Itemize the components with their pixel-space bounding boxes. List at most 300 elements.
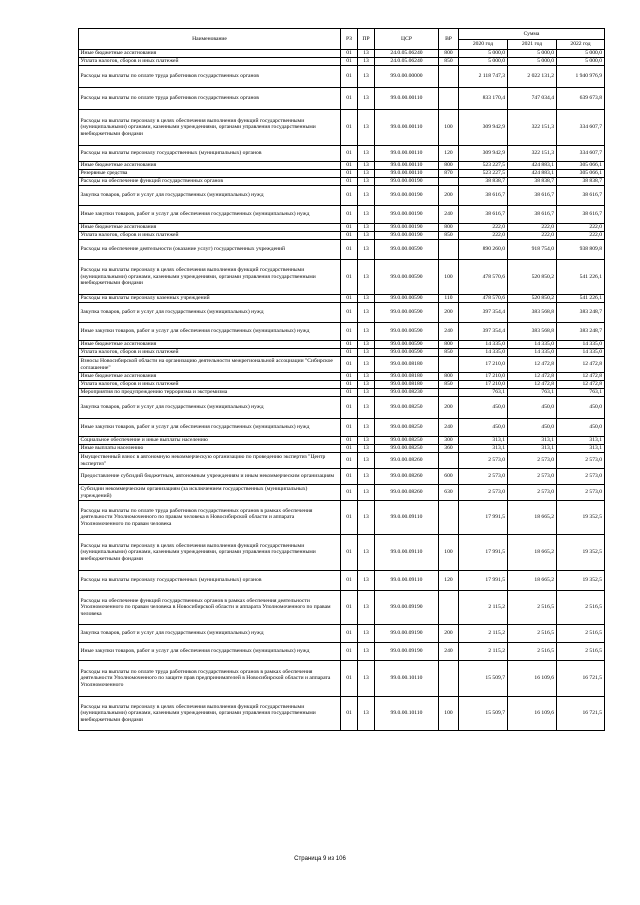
- table-cell-2020: 222,0: [459, 232, 508, 240]
- table-cell-vr: [439, 66, 459, 88]
- table-cell-rz: 01: [341, 697, 358, 731]
- table-cell-2022: 38 838,7: [557, 178, 605, 186]
- table-cell-vr: 200: [439, 625, 459, 643]
- table-row: [79, 485, 605, 501]
- table-cell-2021: 424 883,1: [508, 162, 557, 170]
- table-cell-vr: 800: [439, 162, 459, 170]
- header-csr: ЦСР: [375, 29, 439, 50]
- table-row: [79, 397, 605, 419]
- table-cell-csr: 99.0.00.00190: [375, 224, 439, 232]
- table-cell-csr: 99.0.00.00000: [375, 66, 439, 88]
- table-cell-pr: 13: [358, 162, 375, 170]
- table-cell-2021: 2 516,5: [508, 625, 557, 643]
- table-cell-csr: 99.0.00.00190: [375, 206, 439, 224]
- table-cell-csr: 99.0.00.00110: [375, 162, 439, 170]
- table-cell-csr: 99.0.00.00110: [375, 170, 439, 178]
- table-cell-rz: 01: [341, 349, 358, 357]
- table-row: [79, 66, 605, 88]
- table-cell-vr: [439, 501, 459, 535]
- table-body: [79, 50, 605, 731]
- table-cell-2022: 313,1: [557, 437, 605, 445]
- table-cell-2020: 833 170,4: [459, 88, 508, 110]
- header-name: Наименование: [79, 29, 341, 50]
- table-cell-pr: 13: [358, 437, 375, 445]
- table-cell-pr: 13: [358, 357, 375, 373]
- table-cell-rz: 01: [341, 224, 358, 232]
- table-cell-2021: 2 573,0: [508, 453, 557, 469]
- table-cell-2021: 14 335,0: [508, 349, 557, 357]
- table-cell-vr: 300: [439, 437, 459, 445]
- table-cell-2022: 305 066,1: [557, 170, 605, 178]
- table-cell-2021: 5 000,0: [508, 50, 557, 58]
- table-cell-pr: 13: [358, 260, 375, 295]
- table-cell-2020: 17 991,5: [459, 501, 508, 535]
- table-cell-name: Расходы на выплаты по оплате труда работников государственных органов в рамках обеспечения деятельности Уполномоченного по правам человека в Новосибирской области и аппарата Уполномоченного по правам человека: [79, 501, 341, 535]
- table-cell-2021: 2 022 131,2: [508, 66, 557, 88]
- table-cell-2022: 334 607,7: [557, 110, 605, 146]
- table-row: [79, 643, 605, 661]
- table-cell-name: Уплата налогов, сборов и иных платежей: [79, 349, 341, 357]
- table-cell-2021: 16 109,6: [508, 697, 557, 731]
- table-cell-2021: 38 616,7: [508, 206, 557, 224]
- table-row: [79, 453, 605, 469]
- table-cell-2021: 5 000,0: [508, 58, 557, 66]
- table-cell-pr: 13: [358, 349, 375, 357]
- table-cell-name: Уплата налогов, сборов и иных платежей: [79, 381, 341, 389]
- table-cell-rz: 01: [341, 381, 358, 389]
- table-cell-name: Расходы на выплаты по оплате труда работников государственных органов: [79, 66, 341, 88]
- table-cell-csr: 99.0.00.00590: [375, 260, 439, 295]
- table-cell-csr: 99.0.00.09110: [375, 535, 439, 571]
- table-cell-2021: 18 665,2: [508, 501, 557, 535]
- table-cell-2021: 12 472,8: [508, 381, 557, 389]
- table-cell-2022: 639 673,8: [557, 88, 605, 110]
- table-cell-rz: 01: [341, 535, 358, 571]
- table-cell-rz: 01: [341, 232, 358, 240]
- table-cell-pr: 13: [358, 397, 375, 419]
- table-cell-name: Социальное обеспечение и иные выплаты населению: [79, 437, 341, 445]
- table-cell-csr: 99.0.00.00190: [375, 178, 439, 186]
- table-cell-pr: 13: [358, 232, 375, 240]
- table-cell-csr: 99.0.00.00590: [375, 303, 439, 323]
- table-cell-2021: 38 838,7: [508, 178, 557, 186]
- table-cell-2021: 38 616,7: [508, 186, 557, 206]
- table-cell-pr: 13: [358, 58, 375, 66]
- table-cell-name: Иные бюджетные ассигнования: [79, 162, 341, 170]
- table-cell-vr: [439, 453, 459, 469]
- table-cell-vr: 240: [439, 419, 459, 437]
- table-cell-2020: 17 210,0: [459, 381, 508, 389]
- table-cell-name: Уплата налогов, сборов и иных платежей: [79, 58, 341, 66]
- page-footer: Страница 9 из 106: [294, 856, 346, 862]
- table-cell-2020: 17 210,0: [459, 373, 508, 381]
- table-cell-2021: 763,1: [508, 389, 557, 397]
- table-cell-rz: 01: [341, 162, 358, 170]
- table-cell-name: Расходы на обеспечение функций государственных органов в рамках обеспечения деятельности Уполномоченного по правам человека в Новосибирской области и аппарата Уполномоченного по правам человека: [79, 591, 341, 625]
- table-cell-2020: 38 616,7: [459, 206, 508, 224]
- table-cell-pr: 13: [358, 625, 375, 643]
- table-cell-2022: 541 226,1: [557, 295, 605, 303]
- table-cell-2022: 38 616,7: [557, 206, 605, 224]
- table-cell-2022: 763,1: [557, 389, 605, 397]
- table-cell-pr: 13: [358, 389, 375, 397]
- table-cell-name: Иные закупки товаров, работ и услуг для обеспечения государственных (муниципальных) нужд: [79, 643, 341, 661]
- table-cell-vr: [439, 357, 459, 373]
- table-row: [79, 178, 605, 186]
- table-cell-csr: 99.0.00.08250: [375, 419, 439, 437]
- table-cell-csr: 99.0.00.08250: [375, 445, 439, 453]
- table-cell-2021: 918 754,0: [508, 240, 557, 260]
- table-cell-pr: 13: [358, 469, 375, 485]
- table-cell-name: Иные бюджетные ассигнования: [79, 373, 341, 381]
- table-cell-rz: 01: [341, 58, 358, 66]
- table-cell-name: Расходы на выплаты персоналу государственных (муниципальных) органов: [79, 571, 341, 591]
- table-cell-pr: 13: [358, 50, 375, 58]
- table-cell-vr: [439, 178, 459, 186]
- table-cell-name: Закупка товаров, работ и услуг для государственных (муниципальных) нужд: [79, 186, 341, 206]
- table-cell-2020: 17 991,5: [459, 535, 508, 571]
- table-row: [79, 186, 605, 206]
- table-cell-vr: [439, 240, 459, 260]
- table-row: [79, 349, 605, 357]
- table-row: [79, 571, 605, 591]
- table-cell-rz: 01: [341, 323, 358, 341]
- table-cell-pr: 13: [358, 303, 375, 323]
- table-cell-2021: 2 516,5: [508, 591, 557, 625]
- table-cell-2021: 14 335,0: [508, 341, 557, 349]
- table-cell-rz: 01: [341, 50, 358, 58]
- table-cell-name: Расходы на обеспечение функций государственных органов: [79, 178, 341, 186]
- table-cell-vr: 120: [439, 146, 459, 162]
- table-row: [79, 625, 605, 643]
- table-cell-2022: 16 721,5: [557, 697, 605, 731]
- table-cell-name: Расходы на выплаты персоналу в целях обеспечения выполнения функций государственными (муниципальными) органами, казенными учреждениями, органами управления государственными внебюджетными фондами: [79, 260, 341, 295]
- table-row: [79, 445, 605, 453]
- table-cell-2020: 17 210,0: [459, 357, 508, 373]
- table-row: [79, 58, 605, 66]
- table-cell-2020: 763,1: [459, 389, 508, 397]
- table-cell-vr: 240: [439, 323, 459, 341]
- table-cell-pr: 13: [358, 178, 375, 186]
- table-cell-name: Расходы на обеспечение деятельности (оказание услуг) государственных учреждений: [79, 240, 341, 260]
- table-cell-2021: 520 850,2: [508, 295, 557, 303]
- table-cell-csr: 99.0.00.00190: [375, 232, 439, 240]
- table-cell-2021: 2 573,0: [508, 485, 557, 501]
- table-row: [79, 381, 605, 389]
- table-cell-pr: 13: [358, 240, 375, 260]
- table-cell-pr: 13: [358, 186, 375, 206]
- table-row: [79, 437, 605, 445]
- table-cell-csr: 99.0.00.08180: [375, 357, 439, 373]
- table-row: [79, 591, 605, 625]
- table-cell-2021: 322 151,3: [508, 110, 557, 146]
- table-cell-2021: 222,0: [508, 232, 557, 240]
- table-cell-2022: 19 352,5: [557, 501, 605, 535]
- table-cell-2021: 747 034,4: [508, 88, 557, 110]
- table-cell-2021: 450,0: [508, 419, 557, 437]
- table-cell-pr: 13: [358, 170, 375, 178]
- table-cell-2022: 541 226,1: [557, 260, 605, 295]
- table-cell-rz: 01: [341, 661, 358, 697]
- table-cell-name: Предоставление субсидий бюджетным, автономным учреждениям и иным некоммерческим организациям: [79, 469, 341, 485]
- table-cell-2022: 450,0: [557, 419, 605, 437]
- table-cell-rz: 01: [341, 373, 358, 381]
- table-row: [79, 323, 605, 341]
- table-row: [79, 50, 605, 58]
- table-cell-csr: 99.0.00.08260: [375, 469, 439, 485]
- table-cell-csr: 99.0.00.09190: [375, 591, 439, 625]
- table-cell-name: Взносы Новосибирской области на организацию деятельности межрегиональной ассоциации "Сибирское соглашение": [79, 357, 341, 373]
- table-cell-rz: 01: [341, 591, 358, 625]
- header-sum: Сумма: [459, 29, 605, 40]
- table-cell-2022: 383 248,7: [557, 323, 605, 341]
- table-cell-2020: 309 942,9: [459, 146, 508, 162]
- table-cell-csr: 99.0.00.00110: [375, 146, 439, 162]
- table-cell-pr: 13: [358, 381, 375, 389]
- table-cell-2021: 520 850,2: [508, 260, 557, 295]
- table-cell-name: Иные закупки товаров, работ и услуг для обеспечения государственных (муниципальных) нужд: [79, 419, 341, 437]
- table-cell-csr: 99.0.00.10110: [375, 697, 439, 731]
- table-cell-2022: 14 335,0: [557, 349, 605, 357]
- table-cell-rz: 01: [341, 170, 358, 178]
- table-cell-2022: 38 616,7: [557, 186, 605, 206]
- table-cell-vr: 850: [439, 349, 459, 357]
- table-cell-pr: 13: [358, 419, 375, 437]
- table-cell-2020: 450,0: [459, 419, 508, 437]
- table-cell-csr: 99.0.00.09110: [375, 501, 439, 535]
- table-row: [79, 341, 605, 349]
- table-cell-vr: 630: [439, 485, 459, 501]
- table-cell-name: Расходы на выплаты персоналу в целях обеспечения выполнения функций государственными (муниципальными) органами, казенными учреждениями, органами управления государственными внебюджетными фондами: [79, 697, 341, 731]
- table-cell-rz: 01: [341, 625, 358, 643]
- table-cell-name: Субсидии некоммерческим организациям (за исключением государственных (муниципальных) учреждений): [79, 485, 341, 501]
- table-cell-pr: 13: [358, 501, 375, 535]
- table-cell-2022: 2 516,5: [557, 591, 605, 625]
- table-cell-name: Уплата налогов, сборов и иных платежей: [79, 232, 341, 240]
- table-cell-name: Закупка товаров, работ и услуг для государственных (муниципальных) нужд: [79, 625, 341, 643]
- table-cell-2022: 334 607,7: [557, 146, 605, 162]
- table-cell-2020: 478 570,6: [459, 295, 508, 303]
- table-cell-csr: 99.0.00.08260: [375, 453, 439, 469]
- table-cell-2022: 222,0: [557, 232, 605, 240]
- table-cell-name: Имущественный взнос в автономную некоммерческую организацию по проведению экспертиз "Центр экспертиз": [79, 453, 341, 469]
- table-cell-pr: 13: [358, 485, 375, 501]
- table-cell-pr: 13: [358, 224, 375, 232]
- header-year-2022: 2022 год: [557, 40, 605, 50]
- table-row: [79, 110, 605, 146]
- table-cell-vr: 240: [439, 206, 459, 224]
- table-cell-2020: 2 115,2: [459, 591, 508, 625]
- table-row: [79, 535, 605, 571]
- table-cell-vr: 850: [439, 232, 459, 240]
- table-cell-2020: 523 227,5: [459, 162, 508, 170]
- table-cell-name: Расходы на выплаты по оплате труда работников государственных органов: [79, 88, 341, 110]
- table-cell-vr: 110: [439, 295, 459, 303]
- table-cell-csr: 99.0.00.08180: [375, 373, 439, 381]
- table-cell-vr: [439, 661, 459, 697]
- table-cell-rz: 01: [341, 389, 358, 397]
- table-cell-vr: 200: [439, 186, 459, 206]
- table-cell-2021: 424 883,1: [508, 170, 557, 178]
- table-cell-2022: 383 248,7: [557, 303, 605, 323]
- table-row: [79, 303, 605, 323]
- table-cell-2020: 2 573,0: [459, 469, 508, 485]
- table-cell-2020: 450,0: [459, 397, 508, 419]
- table-cell-name: Расходы на выплаты персоналу в целях обеспечения выполнения функций государственными (муниципальными) органами, казенными учреждениями, органами управления государственными внебюджетными фондами: [79, 535, 341, 571]
- table-cell-pr: 13: [358, 206, 375, 224]
- table-cell-pr: 13: [358, 146, 375, 162]
- table-cell-name: Иные бюджетные ассигнования: [79, 341, 341, 349]
- table-cell-csr: 99.0.00.00110: [375, 110, 439, 146]
- table-cell-rz: 01: [341, 453, 358, 469]
- table-cell-rz: 01: [341, 445, 358, 453]
- table-cell-vr: 120: [439, 571, 459, 591]
- table-cell-vr: 800: [439, 224, 459, 232]
- table-cell-pr: 13: [358, 110, 375, 146]
- table-cell-2022: 222,0: [557, 224, 605, 232]
- table-cell-csr: 24.0.05.06240: [375, 50, 439, 58]
- table-cell-2022: 2 516,5: [557, 625, 605, 643]
- table-cell-2022: 12 472,8: [557, 357, 605, 373]
- table-cell-vr: 360: [439, 445, 459, 453]
- table-cell-2021: 322 151,3: [508, 146, 557, 162]
- table-cell-vr: 100: [439, 110, 459, 146]
- table-cell-csr: 99.0.00.08230: [375, 389, 439, 397]
- table-cell-csr: 99.0.00.00590: [375, 295, 439, 303]
- table-cell-2020: 397 354,4: [459, 303, 508, 323]
- table-cell-2020: 2 118 747,3: [459, 66, 508, 88]
- table-cell-vr: 800: [439, 341, 459, 349]
- table-cell-csr: 99.0.00.08250: [375, 437, 439, 445]
- table-cell-rz: 01: [341, 419, 358, 437]
- table-row: [79, 357, 605, 373]
- table-cell-name: Резервные средства: [79, 170, 341, 178]
- table-cell-vr: 800: [439, 50, 459, 58]
- table-cell-vr: [439, 389, 459, 397]
- table-cell-vr: 100: [439, 260, 459, 295]
- table-cell-2022: 14 335,0: [557, 341, 605, 349]
- table-cell-2022: 5 000,0: [557, 58, 605, 66]
- table-cell-2020: 5 000,0: [459, 50, 508, 58]
- table-cell-vr: [439, 591, 459, 625]
- table-cell-rz: 01: [341, 469, 358, 485]
- table-cell-2021: 222,0: [508, 224, 557, 232]
- table-cell-csr: 99.0.00.09190: [375, 625, 439, 643]
- table-cell-2021: 18 665,2: [508, 535, 557, 571]
- header-year-2020: 2020 год: [459, 40, 508, 50]
- table-cell-2020: 2 573,0: [459, 453, 508, 469]
- table-cell-name: Расходы на выплаты персоналу в целях обеспечения выполнения функций государственными (муниципальными) органами, казенными учреждениями, органами управления государственными внебюджетными фондами: [79, 110, 341, 146]
- table-cell-2021: 313,1: [508, 437, 557, 445]
- table-cell-vr: [439, 88, 459, 110]
- table-cell-2022: 2 573,0: [557, 469, 605, 485]
- table-row: [79, 469, 605, 485]
- header-vr: ВР: [439, 29, 459, 50]
- table-row: [79, 224, 605, 232]
- table-cell-rz: 01: [341, 571, 358, 591]
- table-cell-2022: 19 352,5: [557, 571, 605, 591]
- table-cell-csr: 99.0.00.00590: [375, 323, 439, 341]
- table-cell-2020: 313,1: [459, 445, 508, 453]
- budget-table-sheet: [78, 28, 604, 731]
- header-pr: ПР: [358, 29, 375, 50]
- table-row: [79, 419, 605, 437]
- table-cell-name: Расходы на выплаты персоналу государственных (муниципальных) органов: [79, 146, 341, 162]
- table-cell-2021: 383 568,8: [508, 323, 557, 341]
- table-cell-pr: 13: [358, 88, 375, 110]
- table-cell-vr: 600: [439, 469, 459, 485]
- table-cell-2021: 12 472,8: [508, 357, 557, 373]
- table-cell-csr: 99.0.00.09110: [375, 571, 439, 591]
- table-cell-rz: 01: [341, 341, 358, 349]
- table-cell-rz: 01: [341, 397, 358, 419]
- table-cell-2020: 478 570,6: [459, 260, 508, 295]
- table-cell-pr: 13: [358, 697, 375, 731]
- table-cell-csr: 24.0.05.06240: [375, 58, 439, 66]
- table-row: [79, 206, 605, 224]
- table-cell-rz: 01: [341, 66, 358, 88]
- table-cell-name: Расходы на выплаты персоналу казенных учреждений: [79, 295, 341, 303]
- table-cell-vr: 800: [439, 373, 459, 381]
- table-cell-rz: 01: [341, 485, 358, 501]
- table-row: [79, 88, 605, 110]
- table-cell-pr: 13: [358, 66, 375, 88]
- table-cell-rz: 01: [341, 110, 358, 146]
- table-cell-rz: 01: [341, 186, 358, 206]
- table-cell-2022: 12 472,8: [557, 381, 605, 389]
- table-row: [79, 146, 605, 162]
- table-cell-rz: 01: [341, 260, 358, 295]
- header-year-2021: 2021 год: [508, 40, 557, 50]
- table-cell-2020: 890 260,0: [459, 240, 508, 260]
- table-cell-2020: 313,1: [459, 437, 508, 445]
- header-rz: РЗ: [341, 29, 358, 50]
- table-cell-2021: 16 109,6: [508, 661, 557, 697]
- table-cell-rz: 01: [341, 643, 358, 661]
- table-cell-2020: 5 000,0: [459, 58, 508, 66]
- table-cell-2022: 450,0: [557, 397, 605, 419]
- table-cell-2020: 14 335,0: [459, 341, 508, 349]
- table-cell-rz: 01: [341, 178, 358, 186]
- table-row: [79, 661, 605, 697]
- table-cell-2020: 38 838,7: [459, 178, 508, 186]
- table-cell-2022: 19 352,5: [557, 535, 605, 571]
- table-cell-vr: 850: [439, 58, 459, 66]
- table-cell-csr: 99.0.00.00590: [375, 240, 439, 260]
- table-row: [79, 240, 605, 260]
- budget-table: [78, 28, 605, 731]
- table-cell-2022: 2 516,5: [557, 643, 605, 661]
- table-cell-rz: 01: [341, 501, 358, 535]
- table-cell-pr: 13: [358, 295, 375, 303]
- table-cell-csr: 99.0.00.00590: [375, 341, 439, 349]
- table-cell-pr: 13: [358, 341, 375, 349]
- table-cell-name: Иные выплаты населению: [79, 445, 341, 453]
- table-cell-2022: 1 940 976,9: [557, 66, 605, 88]
- table-cell-vr: 850: [439, 381, 459, 389]
- table-cell-name: Иные бюджетные ассигнования: [79, 50, 341, 58]
- table-cell-2020: 15 509,7: [459, 697, 508, 731]
- table-cell-2021: 450,0: [508, 397, 557, 419]
- table-cell-2022: 2 573,0: [557, 485, 605, 501]
- table-cell-2021: 313,1: [508, 445, 557, 453]
- table-cell-vr: 870: [439, 170, 459, 178]
- table-cell-vr: 200: [439, 303, 459, 323]
- table-cell-2022: 16 721,5: [557, 661, 605, 697]
- table-cell-2020: 2 115,2: [459, 625, 508, 643]
- table-cell-pr: 13: [358, 323, 375, 341]
- table-row: [79, 260, 605, 295]
